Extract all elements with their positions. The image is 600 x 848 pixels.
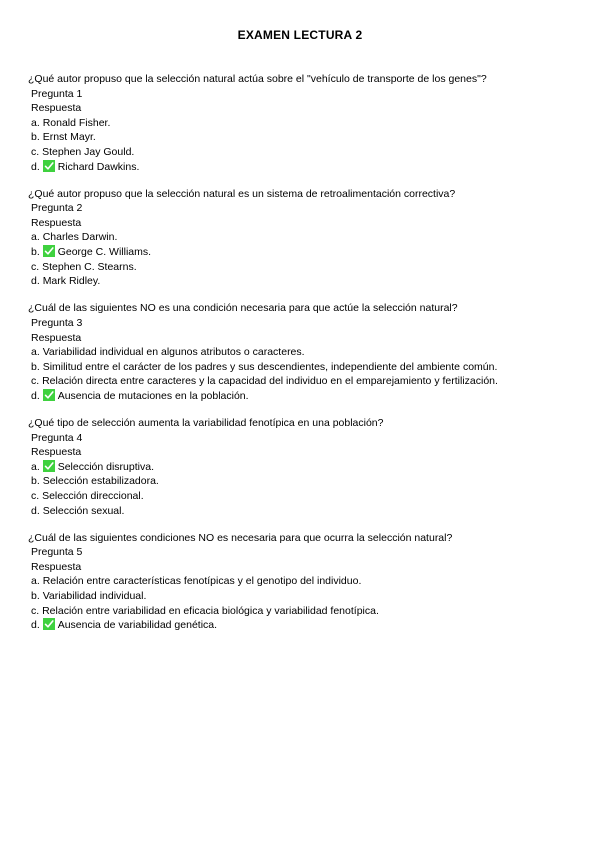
option-letter: b. — [31, 246, 40, 259]
option-letter: a. — [31, 231, 40, 244]
question-text: ¿Cuál de las siguientes NO es una condición necesaria para que actúe la selección natural? — [28, 302, 458, 315]
option-text: Selección estabilizadora. — [42, 475, 159, 488]
answer-option-correct — [28, 245, 588, 260]
answer-label: Respuesta — [31, 560, 82, 573]
question-text: ¿Qué autor propuso que la selección natural es un sistema de retroalimentación correctiva? — [28, 187, 456, 200]
answer-option — [28, 116, 588, 131]
checkmark-icon — [43, 245, 55, 257]
option-text: Similitud entre el carácter de los padres y sus descendientes, independiente del ambiente común. — [42, 360, 498, 373]
option-text: Relación entre características fenotípicas y el genotipo del individuo. — [42, 575, 362, 588]
option-letter: c. — [31, 604, 40, 617]
option-letter: d. — [31, 160, 40, 173]
option-text: Relación directa entre caracteres y la capacidad del individuo en el emparejamiento y fertilización. — [42, 375, 498, 388]
question-number: Pregunta 4 — [31, 431, 83, 444]
question-number: Pregunta 1 — [31, 87, 83, 100]
option-text: Stephen Jay Gould. — [42, 145, 135, 158]
question-block — [28, 416, 588, 518]
question-list — [28, 72, 588, 645]
option-letter: c. — [31, 260, 40, 273]
question-number: Pregunta 5 — [31, 546, 83, 559]
option-text: Richard Dawkins. — [57, 160, 140, 173]
question-text: ¿Cuál de las siguientes condiciones NO es necesaria para que ocurra la selección natural? — [28, 531, 453, 544]
question-block — [28, 187, 588, 289]
answer-option — [28, 489, 588, 504]
answer-label: Respuesta — [31, 102, 82, 115]
answer-label: Respuesta — [31, 331, 82, 344]
option-letter: d. — [31, 275, 40, 288]
question-text: ¿Qué autor propuso que la selección natural actúa sobre el "vehículo de transporte de los genes"? — [28, 73, 487, 85]
option-letter: a. — [31, 346, 40, 359]
option-letter: b. — [31, 131, 40, 144]
answer-option-correct — [28, 460, 588, 475]
question-number: Pregunta 2 — [31, 202, 83, 215]
option-letter: a. — [31, 460, 40, 473]
answer-option — [28, 504, 588, 519]
answer-option — [28, 145, 588, 160]
option-text: George C. Williams. — [57, 246, 152, 259]
answer-option — [28, 589, 588, 604]
answer-option — [28, 230, 588, 245]
option-letter: b. — [31, 360, 40, 373]
checkmark-icon — [43, 160, 55, 172]
checkmark-icon — [43, 389, 55, 401]
option-text: Charles Darwin. — [42, 231, 118, 244]
answer-option — [28, 274, 588, 289]
answer-option — [28, 130, 588, 145]
option-letter: c. — [31, 145, 40, 158]
answer-label: Respuesta — [31, 446, 82, 459]
option-letter: d. — [31, 504, 40, 517]
option-text: Variabilidad individual. — [42, 590, 147, 602]
answer-option — [28, 604, 588, 619]
option-letter: d. — [31, 619, 40, 632]
answer-option-correct — [28, 618, 588, 633]
answer-option — [28, 574, 588, 589]
option-letter: a. — [31, 575, 40, 588]
answer-option — [28, 474, 588, 489]
question-number: Pregunta 3 — [31, 316, 83, 329]
answer-option — [28, 345, 588, 360]
option-text: Ausencia de variabilidad genética. — [57, 619, 218, 632]
option-letter: c. — [31, 489, 40, 502]
option-letter: b. — [31, 475, 40, 488]
option-text: Ronald Fisher. — [42, 116, 111, 129]
answer-option — [28, 360, 588, 375]
option-text: Ausencia de mutaciones en la población. — [57, 389, 249, 402]
question-block — [28, 531, 588, 633]
option-letter: b. — [31, 590, 40, 602]
option-text: Mark Ridley. — [42, 275, 101, 288]
option-text: Selección disruptiva. — [57, 460, 154, 473]
question-text: ¿Qué tipo de selección aumenta la variabilidad fenotípica en una población? — [28, 416, 384, 429]
question-block — [28, 301, 588, 403]
answer-option — [28, 374, 588, 389]
option-letter: c. — [31, 375, 40, 388]
checkmark-icon — [43, 618, 55, 630]
answer-option-correct — [28, 389, 588, 404]
option-text: Selección direccional. — [42, 489, 144, 502]
checkmark-icon — [43, 460, 55, 472]
exam-title: EXAMEN LECTURA 2 — [237, 28, 363, 42]
option-letter: a. — [31, 116, 40, 129]
answer-option — [28, 260, 588, 275]
option-text: Stephen C. Stearns. — [42, 260, 137, 273]
option-letter: d. — [31, 389, 40, 402]
option-text: Selección sexual. — [42, 504, 125, 517]
answer-option-correct — [28, 160, 588, 175]
option-text: Variabilidad individual en algunos atributos o caracteres. — [42, 346, 305, 359]
answer-label: Respuesta — [31, 216, 82, 229]
option-text: Ernst Mayr. — [42, 131, 96, 144]
question-block — [28, 72, 588, 174]
option-text: Relación entre variabilidad en eficacia biológica y variabilidad fenotípica. — [42, 604, 379, 617]
